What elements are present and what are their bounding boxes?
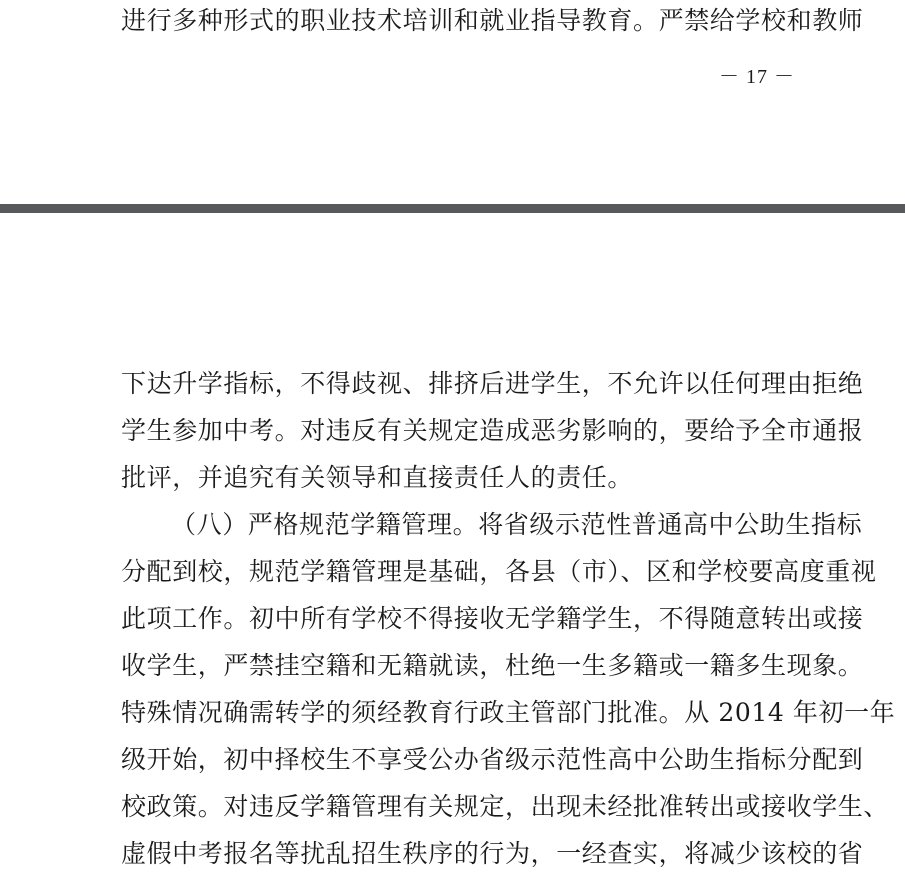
text-line: 级开始，初中择校生不享受公办省级示范性高中公助生指标分配到 <box>121 745 864 774</box>
text-line: 此项工作。初中所有学校不得接收无学籍学生，不得随意转出或接 <box>121 604 864 633</box>
page-17-bottom <box>0 0 905 204</box>
page-divider <box>0 204 905 213</box>
text-line: 学生参加中考。对违反有关规定造成恶劣影响的，要给予全市通报 <box>121 416 864 445</box>
text-line: 下达升学指标，不得歧视、排挤后进学生，不允许以任何理由拒绝 <box>121 369 864 398</box>
page-18-top <box>0 213 905 872</box>
text-line: 校政策。对违反学籍管理有关规定，出现未经批准转出或接收学生、 <box>121 792 890 821</box>
text-line: 特殊情况确需转学的须经教育行政主管部门批准。从 2014 年初一年 <box>121 698 896 727</box>
text-line: 收学生，严禁挂空籍和无籍就读，杜绝一生多籍或一籍多生现象。 <box>121 651 864 680</box>
text-line: 批评，并追究有关领导和直接责任人的责任。 <box>121 463 634 492</box>
text-line: 进行多种形式的职业技术培训和就业指导教育。严禁给学校和教师 <box>121 6 864 35</box>
text-line: 分配到校，规范学籍管理是基础，各县（市）、区和学校要高度重视 <box>121 557 877 586</box>
text-line: 虚假中考报名等扰乱招生秩序的行为，一经查实，将减少该校的省 <box>121 839 864 868</box>
page-number: － 17 － <box>719 66 795 88</box>
paragraph-heading-line: （八）严格规范学籍管理。将省级示范性普通高中公助生指标 <box>171 510 863 539</box>
